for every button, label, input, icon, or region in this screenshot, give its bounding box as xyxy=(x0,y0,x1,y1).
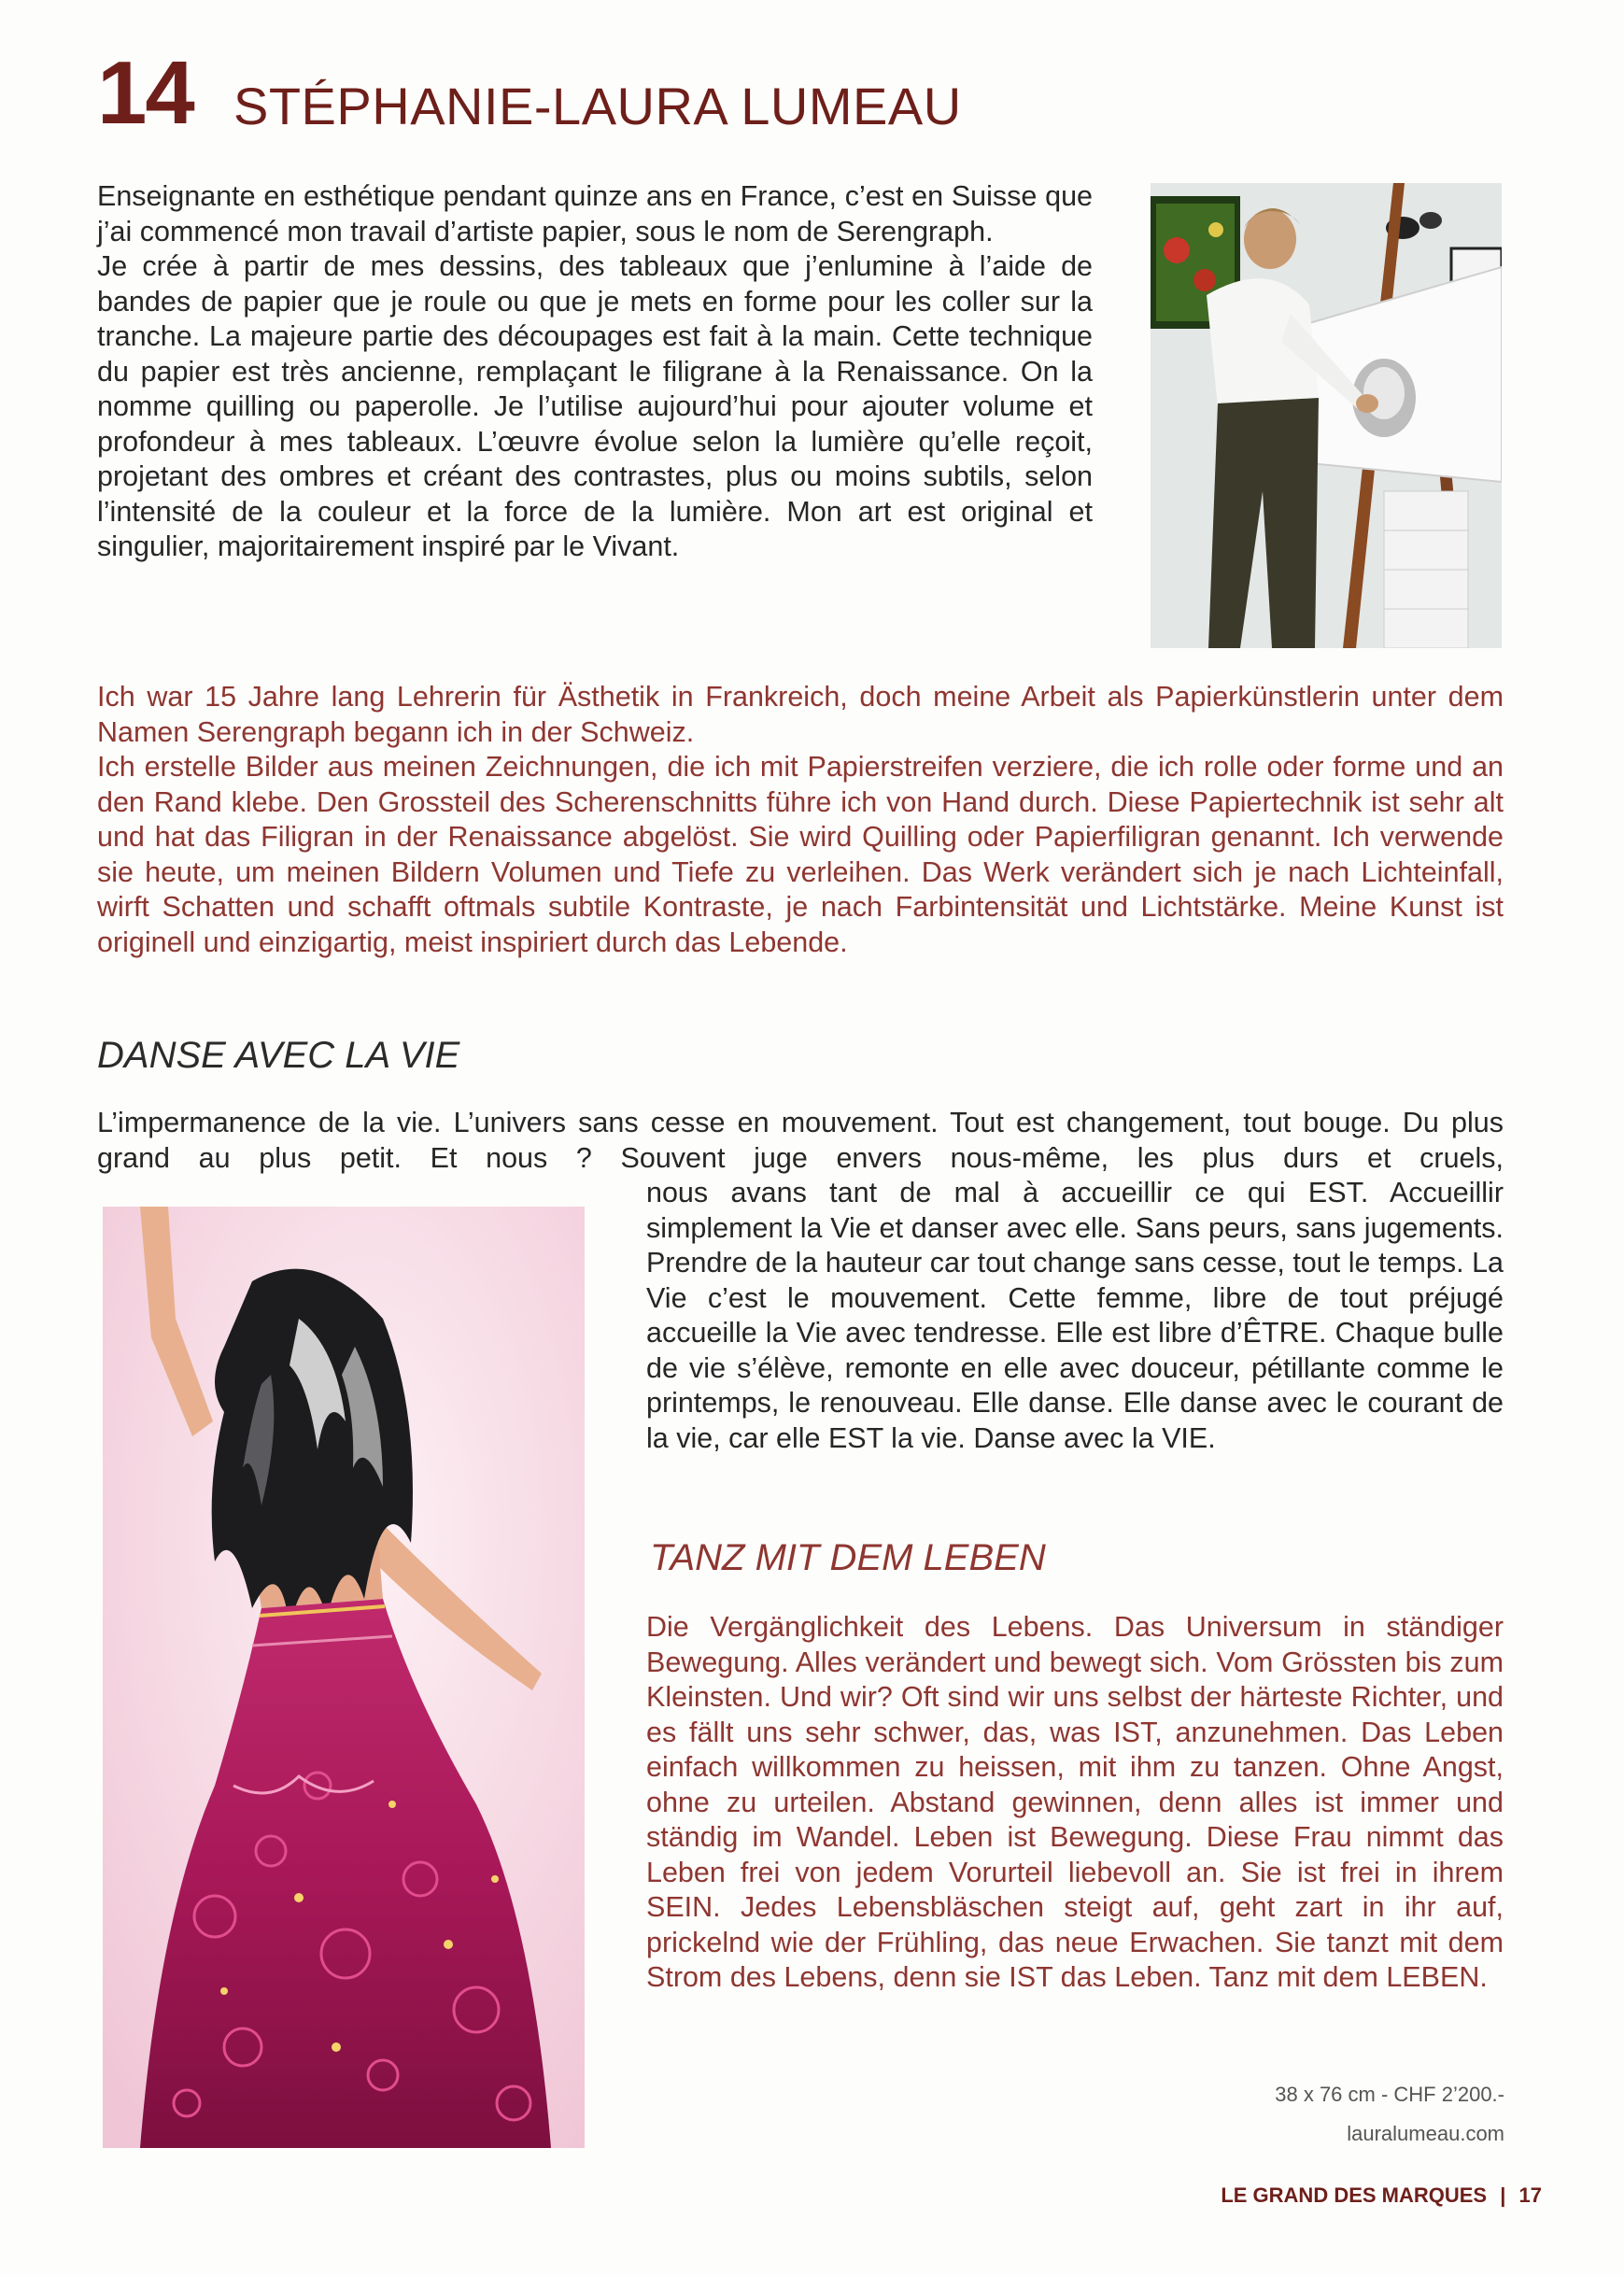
page-footer xyxy=(1221,2183,1542,2208)
page-number: 17 xyxy=(1518,2183,1542,2207)
artist-name: STÉPHANIE-LAURA LUMEAU xyxy=(233,77,962,135)
artwork-fr-text-column xyxy=(646,1176,1504,1456)
article-number: 14 xyxy=(97,43,193,143)
magazine-name: LE GRAND DES MARQUES xyxy=(1221,2183,1488,2207)
artwork-title-french: DANSE AVEC LA VIE xyxy=(97,1035,460,1076)
artwork-dimensions-price: 38 x 76 cm - CHF 2’200.- xyxy=(1275,2083,1504,2106)
artwork-de-text xyxy=(646,1610,1504,1996)
artist-website: lauralumeau.com xyxy=(1347,2122,1504,2145)
intro-french xyxy=(97,179,1093,565)
intro-fr-paragraph-1: Enseignante en esthétique pendant quinze ans en France, c’est en Suisse que j’ai commencé mon travail d’artiste papier, sous le nom de Serengraph. xyxy=(97,180,1093,247)
footer-separator: | xyxy=(1500,2183,1506,2207)
artwork-fr-text-full xyxy=(97,1106,1504,1176)
artwork-fr-text-line: L’impermanence de la vie. L’univers sans cesse en mouvement. Tout est changement, tout bouge. Du plus grand au plus petit. Et nous ? Souvent juge envers nous-même, les plus durs et cruels, xyxy=(97,1107,1504,1174)
artist-photo xyxy=(1151,183,1502,648)
intro-de-paragraph-1: Ich war 15 Jahre lang Lehrerin für Ästhetik in Frankreich, doch meine Arbeit als Papierkünstlerin unter dem Namen Serengraph begann ich in der Schweiz. xyxy=(97,681,1504,748)
artist-at-easel-illustration xyxy=(1151,183,1502,648)
artwork-fr-paragraph: nous avans tant de mal à accueillir ce qui EST. Accueillir simplement la Vie et danser avec elle. Sans peurs, sans jugements. Prendre de la hauteur car tout change sans cesse, tout le temps. La Vie c’est le mouvement. Cette femme, libre de tout préjugé accueille la Vie avec tendresse. Elle est libre d’ÊTRE. Chaque bulle de vie s’élève, remonte en elle avec douceur, pétillante comme le printemps, le renouveau. Elle danse. Elle danse avec le courant de la vie, car elle EST la vie. Danse avec la VIE. xyxy=(646,1177,1504,1454)
intro-de-paragraph-2: Ich erstelle Bilder aus meinen Zeichnungen, die ich mit Papierstreifen verziere, die ich rolle oder forme und an den Rand klebe. Den Grossteil des Scherenschnitts führe ich von Hand durch. Diese Papiertechnik ist sehr alt und hat das Filigran in der Renaissance abgelöst. Sie wird Quilling oder Papierfiligran genannt. Ich verwende sie heute, um meinen Bildern Volumen und Tiefe zu verleihen. Das Werk verändert sich je nach Lichteinfall, wirft Schatten und schafft oftmals subtile Kontraste, je nach Farbintensität und Lichtstärke. Meine Kunst ist originell und einzigartig, meist inspiriert durch das Lebende. xyxy=(97,751,1504,958)
artwork-de-paragraph: Die Vergänglichkeit des Lebens. Das Universum in ständiger Bewegung. Alles verändert und bewegt sich. Vom Grössten bis zum Kleinsten. Und wir? Oft sind wir uns selbst der härteste Richter, und es fällt uns sehr schwer, das, was IST, anzunehmen. Das Leben einfach willkommen zu heissen, mit ihm zu tanzen. Ohne Angst, ohne zu urteilen. Abstand gewinnen, denn alles ist immer und ständig im Wandel. Leben ist Bewegung. Diese Frau nimmt das Leben frei von jedem Vorurteil liebevoll an. Sie ist frei in ihrem SEIN. Jedes Lebensbläschen steigt auf, geht zart in ihr auf, prickelnd wie der Frühling, das neue Erwachen. Sie tanzt mit dem Strom des Lebens, denn sie IST das Leben. Tanz mit dem LEBEN. xyxy=(646,1611,1504,1993)
artwork-title-german: TANZ MIT DEM LEBEN xyxy=(650,1537,1046,1578)
artwork-painting xyxy=(103,1207,585,2148)
dancing-woman-artwork xyxy=(103,1207,585,2148)
intro-fr-paragraph-2: Je crée à partir de mes dessins, des tableaux que j’enlumine à l’aide de bandes de papier que je roule ou que je mets en forme pour les coller sur la tranche. La majeure partie des découpages est fait à la main. Cette technique du papier est très ancienne, remplaçant le filigrane à la Renaissance. On la nomme quilling ou paperolle. Je l’utilise aujourd’hui pour ajouter volume et profondeur à mes tableaux. L’œuvre évolue selon la lumière qu’elle reçoit, projetant des ombres et créant des contrastes, plus ou moins subtils, selon l’intensité de la couleur et la force de la lumière. Mon art est original et singulier, majoritairement inspiré par le Vivant. xyxy=(97,250,1093,562)
intro-german xyxy=(97,680,1504,960)
